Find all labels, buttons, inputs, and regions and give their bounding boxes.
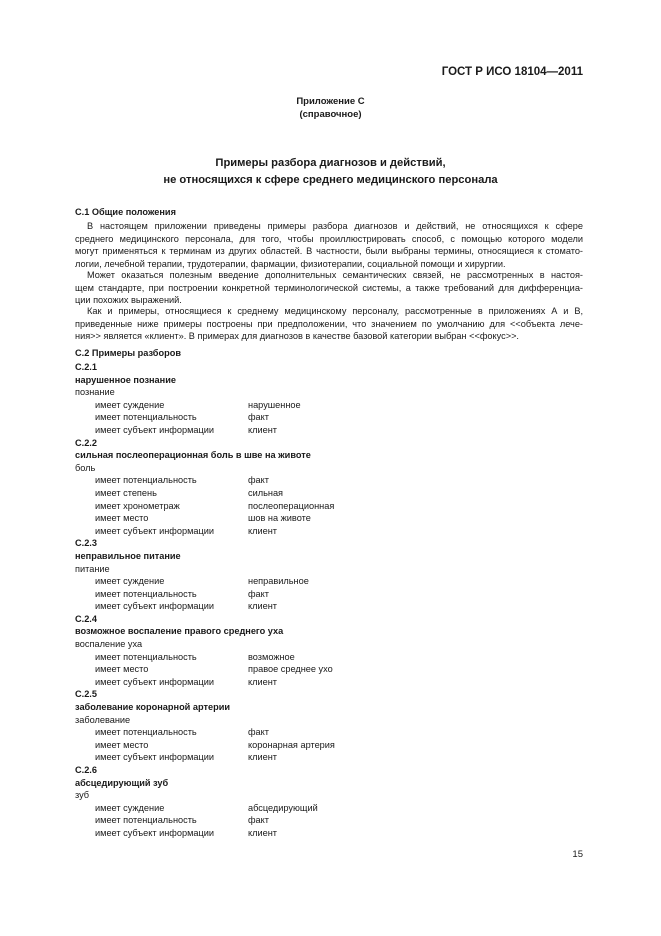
example-focus: боль <box>75 462 96 473</box>
attribute-row <box>75 411 595 424</box>
attribute-value: факт <box>248 412 269 423</box>
text-line: щем стандарте, при построении конкретной терминологической системы, а также требований для дифференциа- <box>75 282 583 293</box>
attribute-value: нарушенное <box>248 399 301 410</box>
attribute-row <box>75 651 595 664</box>
example-focus: зуб <box>75 790 90 801</box>
attribute-value: клиент <box>248 601 278 612</box>
attribute-key: имеет потенциальность <box>95 651 197 662</box>
example-number: С.2.5 <box>75 689 97 700</box>
example-focus: заболевание <box>75 714 131 725</box>
example-title: нарушенное познание <box>75 374 176 385</box>
attribute-key: имеет субъект информации <box>95 827 215 838</box>
attribute-key: имеет субъект информации <box>95 676 215 687</box>
example-title: заболевание коронарной артерии <box>75 702 230 713</box>
example-number: С.2.1 <box>75 362 97 372</box>
attribute-key: имеет потенциальность <box>95 588 197 599</box>
example-number: С.2.6 <box>75 765 97 775</box>
attribute-value: факт <box>248 727 269 738</box>
section-heading: С.2 Примеры разборов <box>75 348 181 358</box>
example-title: неправильное питание <box>75 550 181 561</box>
attribute-value: клиент <box>248 752 278 763</box>
text-line: В настоящем приложении приведены примеры разбора диагнозов и действий, не относящихся к сфере <box>87 221 583 231</box>
example-focus: воспаление уха <box>75 639 143 650</box>
attribute-row <box>75 474 595 487</box>
attribute-row <box>75 575 595 588</box>
attribute-row <box>75 726 595 739</box>
attribute-row <box>75 487 595 500</box>
attribute-key: имеет место <box>95 664 149 675</box>
text-line: приведенные ниже примеры построены при предположении, что значением по умолчанию для <<объекта лече- <box>75 318 583 329</box>
attribute-value: факт <box>248 475 269 486</box>
example-title: сильная послеоперационная боль в шве на животе <box>75 450 311 461</box>
attribute-row <box>75 600 595 613</box>
examples-list <box>75 361 595 840</box>
attribute-row <box>75 663 595 676</box>
paragraph <box>75 220 583 270</box>
text-line: логии, лечебной терапии, трудотерапии, фармации, физиотерапии, социальной помощи и хирургии. <box>75 258 506 269</box>
attribute-row <box>75 739 595 752</box>
example-title: абсцедирующий зуб <box>75 777 169 788</box>
text-line: ции похожих выражений. <box>75 295 182 306</box>
attribute-row <box>75 802 595 815</box>
attribute-row <box>75 512 595 525</box>
attribute-value: возможное <box>248 651 295 662</box>
attribute-key: имеет суждение <box>95 576 165 587</box>
attribute-key: имеет суждение <box>95 399 165 410</box>
attribute-row <box>75 399 595 412</box>
attribute-key: имеет субъект информации <box>95 752 215 763</box>
standard-number: ГОСТ Р ИСО 18104—2011 <box>441 66 583 78</box>
attribute-key: имеет место <box>95 513 149 524</box>
attribute-row <box>75 676 595 689</box>
attribute-value: факт <box>248 815 269 826</box>
attribute-value: абсцедирующий <box>248 802 318 813</box>
attribute-row <box>75 588 595 601</box>
annex-subtitle: (справочное) <box>299 109 362 120</box>
attribute-key: имеет потенциальность <box>95 815 197 826</box>
example-number: С.2.4 <box>75 613 97 624</box>
attribute-value: неправильное <box>248 576 309 587</box>
attribute-value: клиент <box>248 424 278 435</box>
attribute-key: имеет субъект информации <box>95 525 215 536</box>
main-title-line1: Примеры разбора диагнозов и действий, <box>215 157 446 169</box>
attribute-key: имеет суждение <box>95 802 165 813</box>
attribute-key: имеет потенциальность <box>95 475 197 486</box>
page-number: 15 <box>572 849 583 860</box>
attribute-value: коронарная артерия <box>248 739 335 750</box>
attribute-key: имеет субъект информации <box>95 601 215 612</box>
text-line: среднего медицинского персонала, для того, чтобы проиллюстрировать способ, с помощью которого модели <box>75 233 583 244</box>
attribute-value: клиент <box>248 525 278 536</box>
attribute-row <box>75 827 595 840</box>
annex-title: Приложение С <box>296 96 365 107</box>
attribute-key: имеет место <box>95 739 149 750</box>
text-line: могут применяться к терминам из других областей. В частности, были выбраны термины, относящиеся к стомато- <box>75 246 583 257</box>
example-number: С.2.2 <box>75 437 97 448</box>
attribute-value: шов на животе <box>248 513 311 524</box>
attribute-value: сильная <box>248 487 284 498</box>
attribute-key: имеет потенциальность <box>95 727 197 738</box>
attribute-value: факт <box>248 588 269 599</box>
example-focus: познание <box>75 387 115 398</box>
attribute-row <box>75 424 595 437</box>
text-line: Может оказаться полезным введение дополнительных семантических связей, не рассмотренных в настоя- <box>87 270 583 280</box>
attribute-row <box>75 751 595 764</box>
paragraph <box>75 269 583 307</box>
attribute-key: имеет потенциальность <box>95 412 197 423</box>
attribute-key: имеет хронометраж <box>95 500 180 511</box>
attribute-row <box>75 525 595 538</box>
text-line: ния>> является «клиент». В примерах для диагнозов в качестве базовой категории выбран <<фокус>>. <box>75 331 519 342</box>
attribute-value: клиент <box>248 676 278 687</box>
paragraph <box>75 305 583 343</box>
attribute-key: имеет степень <box>95 487 157 498</box>
section-heading: С.1 Общие положения <box>75 207 176 217</box>
attribute-value: послеоперационная <box>248 500 335 511</box>
main-title-line2: не относящихся к сфере среднего медицинского персонала <box>163 174 498 186</box>
example-focus: питание <box>75 563 110 574</box>
attribute-key: имеет субъект информации <box>95 424 215 435</box>
attribute-value: клиент <box>248 827 278 838</box>
attribute-row <box>75 500 595 513</box>
example-number: С.2.3 <box>75 538 97 549</box>
text-line: Как и примеры, относящиеся к среднему медицинскому персоналу, рассмотренные в приложениях А и В, <box>87 306 583 316</box>
example-title: возможное воспаление правого среднего уха <box>75 626 284 637</box>
attribute-row <box>75 814 595 827</box>
attribute-value: правое среднее ухо <box>248 664 333 675</box>
